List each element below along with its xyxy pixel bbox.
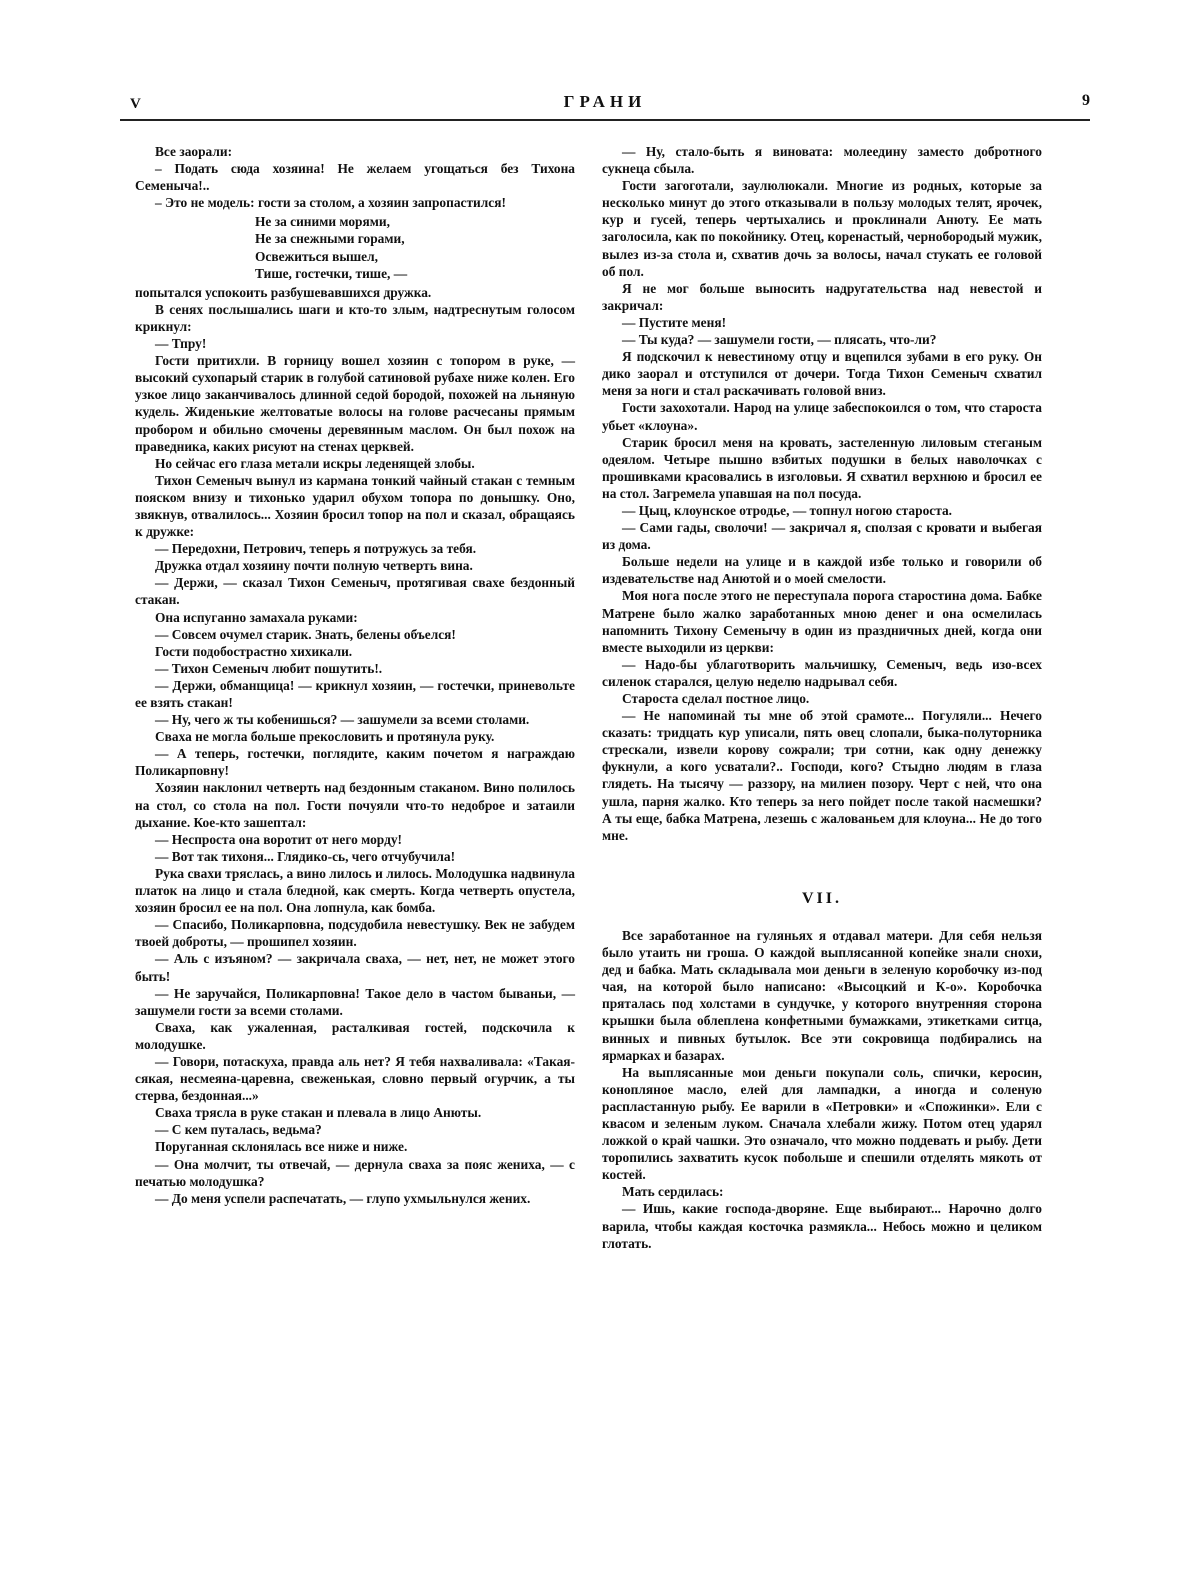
page-number: 9 xyxy=(1082,92,1090,109)
verse-line: Не за синими морями, xyxy=(255,214,390,230)
verse-block xyxy=(255,213,575,281)
verse-line: Освежиться вышел, xyxy=(255,248,378,264)
paragraph: — Держи, обманщица! — крикнул хозяин, — гостечки, приневольте ее взять стакан! xyxy=(135,677,575,710)
paragraph: Гости захохотали. Народ на улице забеспокоился о том, что староста убьет «клоуна». xyxy=(602,400,1042,433)
paragraph: — Цыц, клоунское отродье, — топнул ногою староста. xyxy=(622,502,952,518)
paragraph: — Совсем очумел старик. Знать, белены объелся! xyxy=(155,626,456,642)
paragraph: Мать сердилась: xyxy=(622,1184,724,1200)
right-paragraphs-after-chapter xyxy=(602,927,1042,1252)
paragraph: Она испуганно замахала руками: xyxy=(155,609,358,625)
chapter-heading: VII. xyxy=(801,889,842,907)
paragraph: Все заорали: xyxy=(155,144,233,159)
paragraph: — До меня успели распечатать, — глупо ухмыльнулся жених. xyxy=(155,1190,531,1206)
paragraph: — Не заручайся, Поликарповна! Такое дело в частом бываньи, — зашумели гости за всеми столами. xyxy=(135,985,575,1018)
paragraph: Я подскочил к невестиному отцу и вцепился зубами в его руку. Он дико заорал и отступился от дочери. Тогда Тихон Семеныч схватил меня за ноги и стал раскачивать головой вниз. xyxy=(602,349,1042,399)
paragraph: — Сами гады, сволочи! — закричал я, сползая с кровати и выбегая из дома. xyxy=(602,520,1042,553)
running-head-left-mark: V xyxy=(130,96,141,112)
paragraph: Тихон Семеныч вынул из кармана тонкий чайный стакан с темным пояском внизу и тихонько ударил обухом топора по донышку. Оно, звякнув, отвалилось... Хозяин бросил топор на пол и сказал, обращаясь к дружке: xyxy=(135,472,575,540)
paragraph: — Вот так тихоня... Глядико-сь, чего отчубучила! xyxy=(155,848,456,864)
paragraph: — С кем путалась, ведьма? xyxy=(155,1122,322,1138)
paragraph: — Ну, стало-быть я виновата: молеедину заместо добротного сукнеца сбыла. xyxy=(602,144,1042,177)
left-paragraphs-before-verse xyxy=(135,143,575,211)
paragraph: Гости загоготали, заулюлюкали. Многие из родных, которые за несколько минут до этого отказывали в пользу молодых телят, ярочек, кур и гусей, теперь чертыхались и проклинали Анюту. Ее мать заголосила, как по покойнику. Отец, коренастый, чернобородый мужик, вылез из-за стола и, схватив дочь за волосы, начал стукать ее головой об пол. xyxy=(602,178,1042,279)
right-paragraphs-before-chapter xyxy=(602,143,1042,844)
paragraph: В сенях послышались шаги и кто-то злым, надтреснутым голосом крикнул: xyxy=(135,301,575,334)
verse-line: Тише, гостечки, тише, — xyxy=(255,265,408,281)
paragraph: Больше недели на улице и в каждой избе только и говорили об издевательстве над Анютой и о моей смелости. xyxy=(602,554,1042,587)
verse-line: Не за снежными горами, xyxy=(255,231,405,247)
paragraph: Я не мог больше выносить надругательства над невестой и закричал: xyxy=(602,280,1042,313)
paragraph: — Тихон Семеныч любит пошутить!. xyxy=(155,660,383,676)
paragraph: Все заработанное на гуляньях я отдавал матери. Для себя нельзя было утаить ни гроша. О каждой выплясанной копейке знали снохи, дед и бабка. Мать складывала мои деньги в зеленую коробочку из-под чая, на которой было написано: «Высоцкий и К-о». Коробочка пряталась под холстами в сундучке, у которого внутренняя сторона крышки была облеплена конфетными бумажками, этикетками ситца, винных и пивных бутылок. Все эти сокровища подбирались на ярмарках и базарах. xyxy=(602,927,1042,1063)
paragraph: — Надо-бы ублаготворить мальчишку, Семеныч, ведь изо-всех силенок старался, целую неделю надрывал себя. xyxy=(602,656,1042,689)
paragraph: Дружка отдал хозяину почти полную четверть вина. xyxy=(155,558,473,574)
paragraph: — Спасибо, Поликарповна, подсудобила невестушку. Век не забудем твоей доброты, — прошипел хозяин. xyxy=(135,917,575,950)
paragraph: — Ты куда? — зашумели гости, — плясать, что-ли? xyxy=(622,332,937,348)
header-rule xyxy=(120,119,1090,121)
paragraph: — Пустите меня! xyxy=(622,314,727,330)
paragraph: — Неспроста она воротит от него морду! xyxy=(155,831,402,847)
paragraph: — Говори, потаскуха, правда аль нет? Я тебя нахваливала: «Такая-сякая, несмеяна-царевна, свеженькая, словно первый огурчик, а ты стерва, бездонная...» xyxy=(135,1053,575,1104)
running-head xyxy=(120,92,1090,124)
journal-title: ГРАНИ xyxy=(563,92,647,111)
paragraph: — Аль с изъяном? — закричала сваха, — нет, нет, не может этого быть! xyxy=(135,951,575,984)
paragraph: — Тпру! xyxy=(155,336,207,352)
left-column xyxy=(135,143,575,1207)
paragraph: Сваха трясла в руке стакан и плевала в лицо Анюты. xyxy=(155,1105,482,1121)
paragraph: — А теперь, гостечки, поглядите, каким почетом я награждаю Поликарповну! xyxy=(135,746,575,779)
paragraph: – Подать сюда хозяина! Не желаем угощаться без Тихона Семеныча!.. xyxy=(135,161,575,194)
after-verse-line: попытался успокоить разбушевавшихся дружка. xyxy=(135,284,432,300)
paragraph: — Не напоминай ты мне об этой срамоте... Погуляли... Нечего сказать: тридцать кур уписали, пять овец слопали, быка-полуторника стрескали, извели корову сожрали; три сотни, как одну денежку фукнули, а кого усватали?.. Господи, кого? Стыдно людям в глаза глядеть. На тысячу — раззору, на милиен позору. Черт с ней, что она ушла, парня жалко. Кто теперь за него пойдет после такой насмешки? А ты еще, бабка Матрена, лезешь с жалованьем для клоуна... Не до того мне. xyxy=(602,708,1042,843)
paragraph: Гости притихли. В горницу вошел хозяин с топором в руке, — высокий сухопарый старик в голубой сатиновой рубахе ниже колен. Его узкое лицо заканчивалось длинной седой бородой, похожей на льняную кудель. Жиденькие желтоватые волосы на голове расчесаны прямым пробором и обильно смочены деревянным маслом. Он был похож на праведника, каких рисуют на стенах церквей. xyxy=(135,353,575,454)
paragraph: Старик бросил меня на кровать, застеленную лиловым стеганым одеялом. Четыре пышно взбитых подушки в белых наволочках с прошивками красовались в изголовьи. Я схватил верхнюю и бросил ее на стол. Загремела упавшая на пол посуда. xyxy=(602,434,1042,501)
paragraph: Рука свахи тряслась, а вино лилось и лилось. Молодушка надвинула платок на лицо и стала бледной, как смерть. Когда четверть опустела, хозяин бросил ее на пол. Она лопнула, как бомба. xyxy=(135,865,575,916)
paragraph: Хозяин наклонил четверть над бездонным стаканом. Вино полилось на стол, со стола на пол. Гости почуяли что-то недоброе и затаили дыхание. Кое-кто зашептал: xyxy=(135,780,575,830)
paragraph: Гости подобострастно хихикали. xyxy=(155,643,353,659)
paragraph: — Она молчит, ты отвечай, — дернула сваха за пояс жениха, — с печатью молодушка? xyxy=(135,1156,575,1189)
paragraph: — Ну, чего ж ты кобенишься? — зашумели за всеми столами. xyxy=(155,712,530,728)
paragraph: Моя нога после этого не переступала порога старостина дома. Бабке Матрене было жалко заработанных мною денег и она осмелилась напомнить Тихону Семенычу в один из праздничных дней, когда они вместе выходили из церкви: xyxy=(602,588,1042,655)
paragraph: Но сейчас его глаза метали искры леденящей злобы. xyxy=(155,455,475,471)
paragraph: Староста сделал постное лицо. xyxy=(622,691,810,706)
right-column xyxy=(602,143,1042,1252)
left-paragraphs-after-verse xyxy=(135,301,575,1207)
paragraph: — Держи, — сказал Тихон Семеныч, протягивая свахе бездонный стакан. xyxy=(135,575,575,608)
paragraph: Поруганная склонялась все ниже и ниже. xyxy=(155,1139,408,1155)
paragraph: Сваха, как ужаленная, расталкивая гостей, подскочила к молодушке. xyxy=(135,1019,575,1052)
paragraph: — Ишь, какие господа-дворяне. Еще выбирают... Нарочно долго варила, чтобы каждая косточка размякла... Небось можно и целиком глотать. xyxy=(602,1201,1042,1251)
paragraph: На выплясанные мои деньги покупали соль, спички, керосин, конопляное масло, елей для лампадки, а иногда и соленую распластанную рыбу. Ее варили в «Петровки» и «Спожинки». Ели с квасом и зеленым луком. Сначала хлебали жижу. Потом отец ударял ложкой о край чашки. Это означало, что можно поддевать и рыбу. Дети торопились захватить кусок побольше и спешили отделять мякоть от костей. xyxy=(602,1064,1042,1183)
paragraph: — Передохни, Петрович, теперь я потружусь за тебя. xyxy=(155,541,477,557)
paragraph: – Это не модель: гости за столом, а хозяин запропастился! xyxy=(155,195,506,211)
paragraph: Сваха не могла больше прекословить и протянула руку. xyxy=(155,729,495,745)
